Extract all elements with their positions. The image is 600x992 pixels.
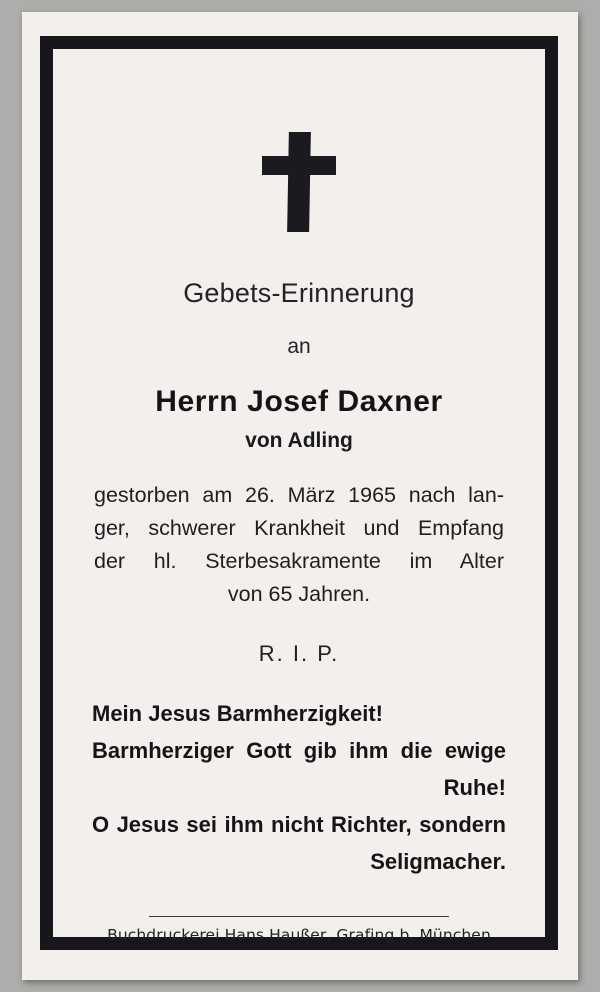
prayer-line-2: Barmherziger Gott gib ihm die ewige bbox=[92, 738, 506, 763]
prayer-line-3: Ruhe! bbox=[443, 775, 506, 800]
prayer-line-4: O Jesus sei ihm nicht Richter, sondern bbox=[92, 812, 506, 837]
obituary-line-1: gestorben am 26. März 1965 nach lan- bbox=[94, 483, 504, 507]
obituary-line-4: von 65 Jahren. bbox=[227, 582, 371, 606]
prayer-line-1: Mein Jesus Barmherzigkeit! bbox=[92, 701, 383, 726]
divider bbox=[149, 916, 449, 917]
obituary-line-3: der hl. Sterbesakramente im Alter bbox=[94, 549, 504, 573]
obituary-text bbox=[90, 479, 508, 611]
preposition-text: an bbox=[287, 335, 311, 358]
deceased-origin: von Adling bbox=[245, 429, 353, 452]
card-content bbox=[66, 64, 532, 944]
page-title: Gebets-Erinnerung bbox=[183, 278, 415, 308]
deceased-name: Herrn Josef Daxner bbox=[155, 385, 443, 418]
cross-container bbox=[90, 132, 508, 244]
cross-vertical-bar bbox=[287, 132, 311, 232]
memorial-card bbox=[22, 12, 578, 980]
prayer-line-5: Seligmacher. bbox=[370, 849, 506, 874]
prayer-text bbox=[90, 695, 508, 880]
cross-horizontal-bar bbox=[262, 156, 336, 175]
rip-text: R. I. P. bbox=[258, 641, 340, 666]
printer-imprint: Buchdruckerei Hans Haußer, Grafing b. München bbox=[107, 926, 491, 944]
obituary-line-2: ger, schwerer Krankheit und Empfang bbox=[94, 516, 504, 540]
